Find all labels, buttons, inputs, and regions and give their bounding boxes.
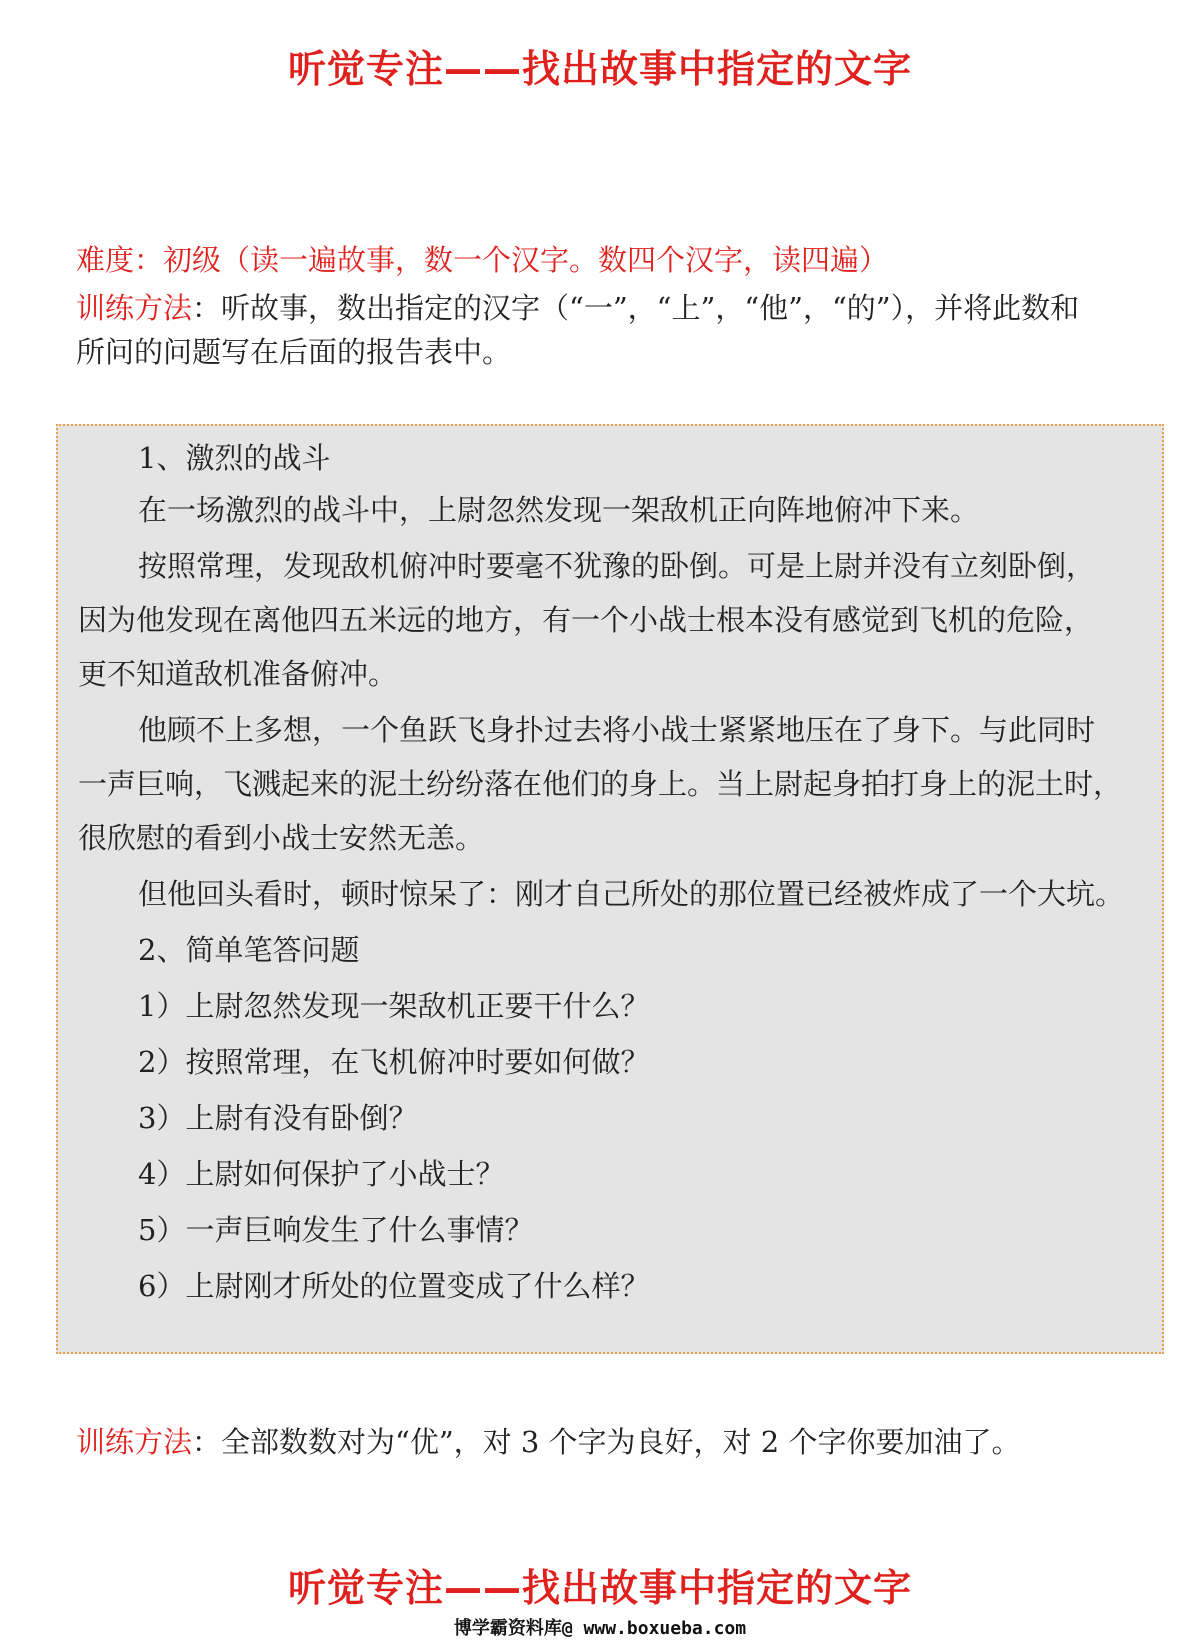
- method-label: 训练方法: [76, 291, 193, 325]
- story-paragraph-3-line-2: 一声巨响，飞溅起来的泥土纷纷落在他们的身上。当上尉起身拍打身上的泥土时，: [78, 767, 1123, 801]
- question-item: 3）上尉有没有卧倒？: [138, 1101, 418, 1135]
- method-text-1: ：听故事，数出指定的汉字（“一”，“上”，“他”，“的”），并将此数和: [192, 291, 1080, 325]
- story-paragraph-3-line-1: 他顾不上多想，一个鱼跃飞身扑过去将小战士紧紧地压在了身下。与此同时: [138, 713, 1096, 747]
- question-item: 2）按照常理，在飞机俯冲时要如何做？: [138, 1045, 650, 1079]
- questions-heading: 2、简单笔答问题: [138, 933, 360, 967]
- story-paragraph-2-line-1: 按照常理，发现敌机俯冲时要毫不犹豫的卧倒。可是上尉并没有立刻卧倒，: [138, 549, 1096, 583]
- story-paragraph-2-line-2: 因为他发现在离他四五米远的地方，有一个小战士根本没有感觉到飞机的危险，: [78, 603, 1094, 637]
- question-item: 5）一声巨响发生了什么事情？: [138, 1213, 534, 1247]
- question-item: 1）上尉忽然发现一架敌机正要干什么？: [138, 989, 650, 1023]
- question-item: 4）上尉如何保护了小战士？: [138, 1157, 505, 1191]
- footer-title: 听觉专注——找出故事中指定的文字: [287, 1566, 912, 1610]
- method-line-2: 所问的问题写在后面的报告表中。: [76, 335, 512, 369]
- difficulty-label: 难度：: [76, 243, 164, 277]
- method-line-3: [76, 1420, 1156, 1464]
- method-line-1: [76, 286, 1156, 330]
- story-paragraph-4: 但他回头看时，顿时惊呆了：刚才自己所处的那位置已经被炸成了一个大坑。: [138, 877, 1125, 911]
- difficulty-line: [76, 238, 1156, 282]
- page-title: 听觉专注——找出故事中指定的文字: [287, 47, 912, 91]
- footer-url: 博学霸资料库@ www.boxueba.com: [453, 1618, 747, 1639]
- method-label-2: 训练方法: [76, 1425, 193, 1459]
- method-text-2: ：全部数数对为“优”，对 3 个字为良好，对 2 个字你要加油了。: [192, 1425, 1021, 1459]
- story-box: [56, 424, 1164, 1354]
- difficulty-text: 初级（读一遍故事，数一个汉字。数四个汉字，读四遍）: [163, 243, 889, 277]
- question-item: 6）上尉刚才所处的位置变成了什么样？: [138, 1269, 650, 1303]
- story-paragraph-3-line-3: 很欣慰的看到小战士安然无恙。: [78, 821, 485, 855]
- story-paragraph-2-line-3: 更不知道敌机准备俯冲。: [78, 657, 398, 691]
- story-heading: 1、激烈的战斗: [138, 441, 331, 475]
- story-paragraph-1: 在一场激烈的战斗中，上尉忽然发现一架敌机正向阵地俯冲下来。: [138, 493, 980, 527]
